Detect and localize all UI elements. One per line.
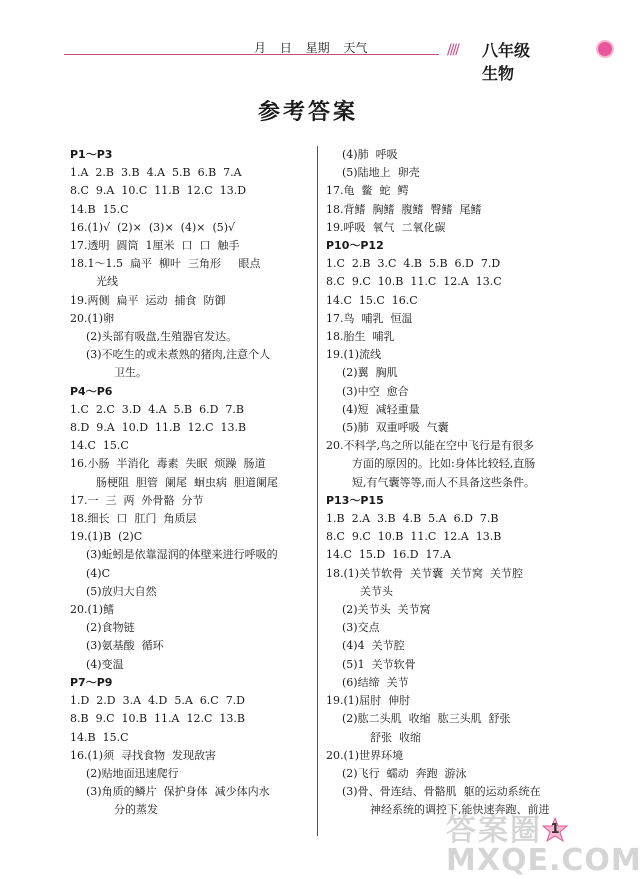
answer-line: 17.鸟 哺乳 恒温 bbox=[326, 311, 413, 325]
answer-line: 14.C 15.C 16.C bbox=[326, 293, 418, 307]
answer-line: 17.一 三 两 外骨骼 分节 bbox=[70, 493, 204, 507]
subject-label: 八年级生物 bbox=[482, 41, 531, 83]
answer-line: 20.(1)世界环境 bbox=[326, 748, 404, 762]
answer-line: 舒张 收缩 bbox=[370, 730, 421, 744]
answer-line: 短,有气囊等等,而人不具备这些条件。 bbox=[352, 475, 535, 489]
answer-line: (3)角质的鳞片 保护身体 减少体内水 bbox=[86, 785, 270, 799]
page-title: 参考答案 bbox=[257, 100, 358, 125]
answer-line: 8.C 9.C 10.B 11.C 12.A 13.B bbox=[326, 530, 502, 544]
answer-line: 1.D 2.D 3.A 4.D 5.A 6.C 7.D bbox=[70, 694, 246, 708]
answer-line: (4)4 关节腔 bbox=[342, 639, 405, 653]
answer-line: (4)肺 呼吸 bbox=[342, 148, 398, 161]
answer-line: 关节头 bbox=[360, 584, 393, 598]
answer-line: (5)放归大自然 bbox=[86, 584, 157, 598]
answer-line: (3)蚯蚓是依靠湿润的体壁来进行呼吸的 bbox=[86, 548, 278, 562]
right-column bbox=[326, 146, 566, 820]
answer-line: 19.(1)B (2)C bbox=[70, 530, 143, 544]
answer-line: (3)不吃生的或未煮熟的猪肉,注意个人 bbox=[86, 348, 271, 362]
answer-line: 1.A 2.B 3.B 4.A 5.B 6.B 7.A bbox=[70, 166, 242, 180]
left-column bbox=[70, 146, 312, 820]
answer-line: (2)贴地面迅速爬行 bbox=[86, 766, 179, 780]
answer-line: 光线 bbox=[96, 275, 118, 289]
answer-line: 20.(1)卵 bbox=[70, 311, 115, 325]
answer-line: 卫生。 bbox=[114, 366, 147, 380]
page-header bbox=[64, 38, 544, 83]
answer-line: (2)食物链 bbox=[86, 621, 135, 635]
section-heading: P4～P6 bbox=[70, 384, 113, 398]
answer-line: 18.背鳍 胸鳍 腹鳍 臀鳍 尾鳍 bbox=[326, 202, 482, 216]
answer-line: (2)头部有吸盘,生殖器官发达。 bbox=[86, 330, 238, 344]
answer-line: (3)中空 愈合 bbox=[342, 384, 409, 398]
answer-line: (3)氨基酸 循环 bbox=[86, 639, 164, 653]
section-heading: P7～P9 bbox=[70, 675, 113, 689]
answer-line: (2)翼 胸肌 bbox=[342, 366, 398, 380]
answer-line: 18.胎生 哺乳 bbox=[326, 330, 395, 344]
answer-line: 14.B 15.C bbox=[70, 202, 129, 216]
answer-line: 16.小肠 半消化 毒素 失眠 烦躁 肠道 bbox=[70, 457, 266, 471]
section-heading: P1～P3 bbox=[70, 148, 113, 161]
answer-line: (4)C bbox=[86, 566, 110, 580]
answer-line: 19.两侧 扁平 运动 捕食 防御 bbox=[70, 293, 226, 307]
date-fields: 月 日 星期 天气 bbox=[254, 41, 368, 55]
answer-line: (3)交点 bbox=[342, 621, 380, 635]
watermark-url-text: MXQE.COM bbox=[446, 843, 642, 878]
answer-line: 16.(1)须 寻找食物 发现敌害 bbox=[70, 748, 217, 762]
answer-line: 20.(1)鳍 bbox=[70, 603, 115, 617]
watermark bbox=[440, 805, 642, 878]
answer-line: 18.细长 口 肛门 角质层 bbox=[70, 512, 197, 526]
answer-line: (5)肺 双重呼吸 气囊 bbox=[342, 421, 449, 435]
answer-line: (6)结缔 关节 bbox=[342, 675, 409, 689]
answer-line: 20.不科学,鸟之所以能在空中飞行是有很多 bbox=[326, 439, 534, 453]
answer-line: 神经系统的调控下,能快速奔跑、前进 bbox=[370, 803, 550, 817]
answer-line: 19.(1)流线 bbox=[326, 348, 382, 362]
circle-icon bbox=[596, 40, 614, 58]
header-rule bbox=[64, 54, 439, 55]
answer-line: 分的蒸发 bbox=[114, 803, 158, 817]
answer-line: (5)1 关节软骨 bbox=[342, 657, 416, 671]
answer-line: 8.C 9.A 10.C 11.B 12.C 13.D bbox=[70, 184, 247, 198]
answer-line: 18.1～1.5 扁平 柳叶 三角形 眼点 bbox=[70, 257, 261, 271]
answer-line: 19.呼吸 氧气 二氧化碳 bbox=[326, 220, 446, 234]
answer-line: (4)变温 bbox=[86, 657, 124, 671]
answer-line: 8.B 9.C 10.B 11.A 12.C 13.B bbox=[70, 712, 245, 726]
answer-line: 16.(1)√ (2)× (3)× (4)× (5)√ bbox=[70, 220, 236, 234]
section-heading: P10～P12 bbox=[326, 239, 384, 253]
answer-line: 1.B 2.A 3.B 4.B 5.A 6.D 7.B bbox=[326, 512, 499, 526]
answer-line: (5)陆地上 卵壳 bbox=[342, 166, 420, 180]
answer-line: 8.C 9.C 10.B 11.C 12.A 13.C bbox=[326, 275, 502, 289]
answer-line: 肠梗阻 胆管 阑尾 蛔虫病 胆道阑尾 bbox=[96, 475, 278, 489]
section-heading: P13～P15 bbox=[326, 493, 384, 507]
watermark-logo-text: 答案圈 bbox=[446, 813, 542, 848]
answer-line: 19.(1)屈肘 伸肘 bbox=[326, 694, 411, 708]
answer-line: 18.(1)关节软骨 关节囊 关节窝 关节腔 bbox=[326, 566, 524, 580]
answer-line: 1.C 2.B 3.C 4.B 5.B 6.D 7.D bbox=[326, 257, 501, 271]
page-number-badge bbox=[542, 817, 568, 843]
answer-line: 17.龟 鳖 蛇 鳄 bbox=[326, 184, 409, 198]
slash-ornament: //// bbox=[447, 42, 458, 58]
page-number: 1 bbox=[550, 822, 560, 837]
answer-line: 1.C 2.C 3.D 4.A 5.B 6.D 7.B bbox=[70, 402, 245, 416]
answer-line: (4)短 减轻重量 bbox=[342, 402, 420, 416]
answer-line: 8.D 9.A 10.D 11.B 12.C 13.B bbox=[70, 421, 247, 435]
answer-line: 17.透明 圆筒 1厘米 口 口 触手 bbox=[70, 239, 240, 253]
answer-line: 14.C 15.C bbox=[70, 439, 129, 453]
answer-line: (2)关节头 关节窝 bbox=[342, 603, 431, 617]
answer-line: 14.C 15.D 16.D 17.A bbox=[326, 548, 451, 562]
answer-line: 方面的原因的。比如:身体比较轻,直肠 bbox=[352, 457, 536, 471]
column-divider bbox=[317, 146, 318, 836]
answer-line: (3)骨、骨连结、骨骼肌 躯的运动系统在 bbox=[342, 785, 541, 799]
answer-line: 14.B 15.C bbox=[70, 730, 129, 744]
answer-line: (2)飞行 蠕动 奔跑 游泳 bbox=[342, 766, 467, 780]
answer-line: (2)肱二头肌 收缩 肱三头肌 舒张 bbox=[342, 712, 511, 726]
